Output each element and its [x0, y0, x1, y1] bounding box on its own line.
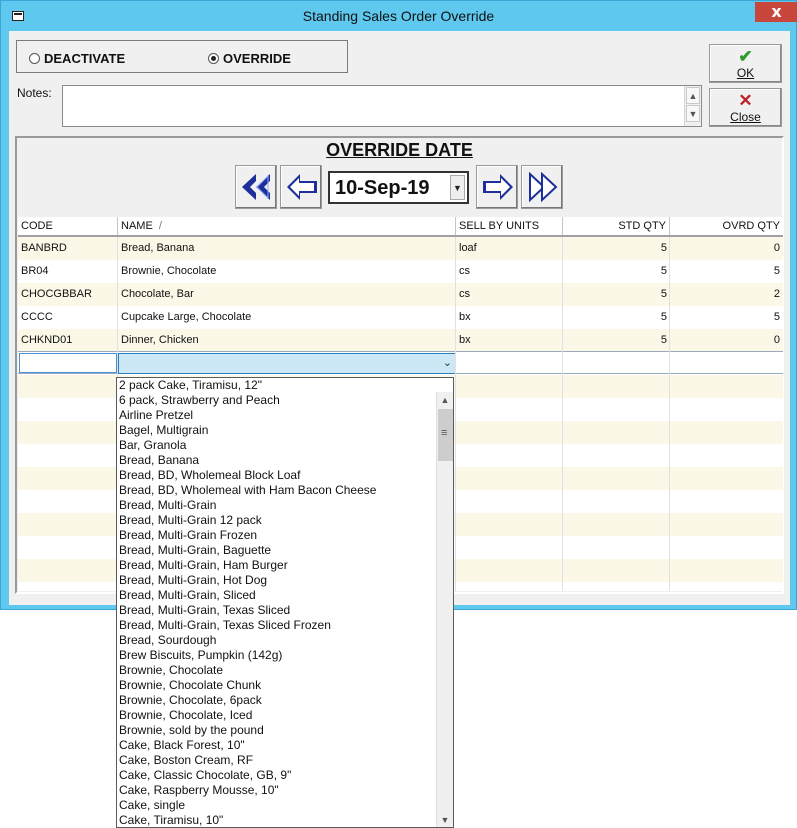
dropdown-option[interactable]: Cake, Raspberry Mousse, 10" — [119, 783, 279, 797]
chevron-down-icon[interactable]: ⌄ — [442, 357, 452, 369]
dropdown-option[interactable]: 6 pack, Strawberry and Peach — [119, 393, 280, 407]
dropdown-scrollbar[interactable] — [436, 392, 453, 828]
new-code-input[interactable] — [19, 353, 117, 373]
dropdown-option[interactable]: 2 pack Cake, Tiramisu, 12" — [119, 378, 262, 392]
notes-field[interactable] — [62, 85, 702, 127]
cell-code: CHOCGBBAR — [21, 288, 92, 300]
cell-ovrd-qty[interactable]: 2 — [773, 288, 780, 300]
dropdown-option[interactable]: Brownie, Chocolate Chunk — [119, 678, 262, 692]
cell-name: Brownie, Chocolate — [121, 265, 217, 277]
dropdown-option[interactable]: Cake, Classic Chocolate, GB, 9" — [119, 768, 292, 782]
dropdown-option[interactable]: Airline Pretzel — [119, 408, 194, 422]
dropdown-option[interactable]: Bar, Granola — [119, 438, 187, 452]
prev-date-button[interactable] — [280, 165, 322, 209]
ok-label: OK — [736, 66, 755, 80]
scroll-thumb[interactable] — [438, 409, 453, 461]
cell-ovrd-qty[interactable]: 5 — [773, 265, 780, 277]
grid-divider — [455, 237, 456, 591]
dropdown-option[interactable]: Bread, Multi-Grain, Texas Sliced Frozen — [119, 618, 331, 632]
dropdown-option[interactable]: Bread, Multi-Grain — [119, 498, 217, 512]
next-date-button[interactable] — [476, 165, 518, 209]
close-label: Close — [730, 110, 761, 124]
dropdown-option[interactable]: Brew Biscuits, Pumpkin (142g) — [119, 648, 283, 662]
cell-units: bx — [459, 334, 471, 346]
sort-indicator-icon: / — [158, 220, 162, 232]
right-arrow-icon — [481, 172, 515, 202]
col-std-header[interactable]: STD QTY — [563, 217, 670, 235]
double-left-arrow-icon — [240, 172, 274, 202]
dropdown-option[interactable]: Cake, Black Forest, 10" — [119, 738, 245, 752]
dropdown-option[interactable]: Bread, Multi-Grain Frozen — [119, 528, 258, 542]
cell-code: CCCC — [21, 311, 53, 323]
cell-std-qty: 5 — [660, 288, 667, 300]
left-arrow-icon — [285, 172, 319, 202]
ok-button[interactable] — [709, 44, 782, 83]
scroll-down-icon[interactable]: ▼ — [686, 105, 700, 122]
cell-code: CHKND01 — [21, 334, 73, 346]
dropdown-option[interactable]: Bread, Multi-Grain, Baguette — [119, 543, 272, 557]
cell-name: Dinner, Chicken — [121, 334, 199, 346]
notes-scrollbar[interactable] — [684, 86, 701, 126]
product-combo[interactable] — [118, 353, 456, 374]
dropdown-option[interactable]: Bread, Sourdough — [119, 633, 217, 647]
cell-std-qty: 5 — [660, 242, 667, 254]
cell-code: BR04 — [21, 265, 49, 277]
dropdown-option[interactable]: Bread, Multi-Grain 12 pack — [119, 513, 262, 527]
cell-ovrd-qty[interactable]: 0 — [773, 334, 780, 346]
cell-ovrd-qty[interactable]: 5 — [773, 311, 780, 323]
dropdown-option[interactable]: Cake, Boston Cream, RF — [119, 753, 254, 767]
product-dropdown-list[interactable] — [116, 377, 454, 828]
scroll-up-icon[interactable]: ▲ — [440, 395, 450, 405]
cell-name: Cupcake Large, Chocolate — [121, 311, 252, 323]
dropdown-option[interactable]: Bread, Multi-Grain, Ham Burger — [119, 558, 288, 572]
dropdown-arrow-icon[interactable]: ▼ — [450, 175, 465, 200]
mode-group — [16, 40, 348, 73]
dropdown-items — [117, 378, 435, 828]
dropdown-option[interactable]: Brownie, Chocolate, 6pack — [119, 693, 262, 707]
dropdown-option[interactable]: Cake, single — [119, 798, 186, 812]
dropdown-option[interactable]: Bread, Multi-Grain, Sliced — [119, 588, 256, 602]
override-date-title: OVERRIDE DATE — [326, 140, 473, 160]
col-units-header[interactable]: SELL BY UNITS — [456, 217, 563, 235]
last-date-button[interactable] — [521, 165, 563, 209]
cell-ovrd-qty[interactable]: 0 — [773, 242, 780, 254]
deactivate-radio[interactable] — [29, 51, 125, 66]
close-button[interactable] — [709, 88, 782, 127]
dropdown-option[interactable]: Cake, Tiramisu, 10" — [119, 813, 224, 827]
notes-label: Notes: — [17, 86, 52, 100]
override-date-select[interactable] — [328, 171, 469, 204]
cell-std-qty: 5 — [660, 334, 667, 346]
dropdown-option[interactable]: Bagel, Multigrain — [119, 423, 209, 437]
override-date-value: 10-Sep-19 — [335, 177, 430, 199]
cell-std-qty: 5 — [660, 311, 667, 323]
cell-units: bx — [459, 311, 471, 323]
cell-name: Bread, Banana — [121, 242, 195, 254]
check-icon: ✔ — [738, 47, 753, 66]
radio-on-icon — [208, 53, 219, 64]
scroll-down-icon[interactable]: ▼ — [440, 815, 450, 825]
cell-std-qty: 5 — [660, 265, 667, 277]
grid-divider — [562, 237, 563, 591]
dropdown-option[interactable]: Brownie, Chocolate — [119, 663, 224, 677]
override-label: OVERRIDE — [223, 51, 291, 66]
col-name-label: NAME — [121, 220, 153, 232]
cell-units: loaf — [459, 242, 477, 254]
cell-code: BANBRD — [21, 242, 67, 254]
grid-header — [18, 217, 783, 237]
col-name-header[interactable] — [118, 217, 456, 235]
close-icon: ✕ — [738, 91, 753, 110]
deactivate-label: DEACTIVATE — [44, 51, 126, 66]
dropdown-option[interactable]: Bread, Multi-Grain, Hot Dog — [119, 573, 268, 587]
override-radio[interactable] — [208, 51, 291, 66]
dropdown-option[interactable]: Brownie, Chocolate, Iced — [119, 708, 253, 722]
col-ovrd-header[interactable]: OVRD QTY — [722, 220, 780, 232]
dropdown-option[interactable]: Bread, BD, Wholemeal with Ham Bacon Cheese — [119, 483, 377, 497]
radio-off-icon — [29, 53, 40, 64]
grid-divider — [669, 237, 670, 591]
dropdown-option[interactable]: Brownie, sold by the pound — [119, 723, 264, 737]
cell-units: cs — [459, 265, 470, 277]
scroll-up-icon[interactable]: ▲ — [686, 87, 700, 104]
cell-units: cs — [459, 288, 470, 300]
cell-name: Chocolate, Bar — [121, 288, 194, 300]
dropdown-option[interactable]: Bread, BD, Wholemeal Block Loaf — [119, 468, 301, 482]
dropdown-option[interactable]: Bread, Multi-Grain, Texas Sliced — [119, 603, 291, 617]
window-close-button[interactable]: x — [755, 2, 797, 22]
window-title: Standing Sales Order Override — [302, 8, 495, 24]
first-date-button[interactable] — [235, 165, 277, 209]
dropdown-option[interactable]: Bread, Banana — [119, 453, 200, 467]
double-right-arrow-icon — [526, 172, 560, 202]
title-bar[interactable] — [1, 1, 796, 31]
col-code-header[interactable]: CODE — [18, 217, 118, 235]
